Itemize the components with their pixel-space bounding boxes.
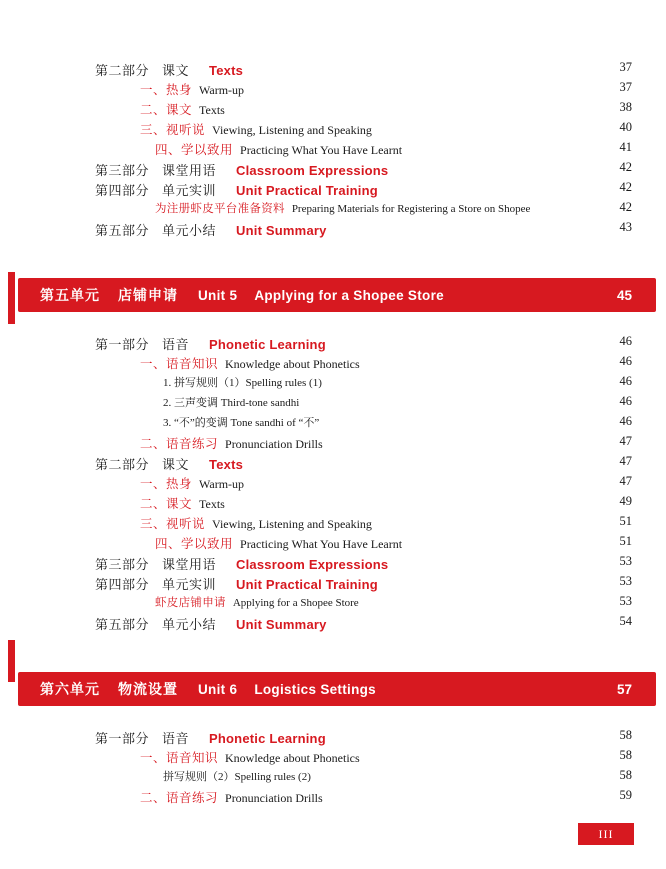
toc-item-cn: 二、语音练习 <box>140 437 219 451</box>
toc-page-number: 53 <box>619 574 632 588</box>
toc-item-en: Texts <box>199 497 225 511</box>
toc-row[interactable] <box>0 574 666 594</box>
toc-part-label: 第二部分 <box>95 63 150 78</box>
page-folio <box>578 823 634 845</box>
toc-item-en: Phonetic Learning <box>209 731 326 746</box>
toc-row[interactable] <box>0 768 666 788</box>
toc-page-number: 47 <box>619 454 632 468</box>
unit-banner-unit-cn: 第六单元 <box>40 681 100 697</box>
toc-item-cn: 课文 <box>162 457 190 472</box>
toc-item-cn: 单元小结 <box>162 617 217 632</box>
toc-row[interactable] <box>0 554 666 574</box>
toc-item-en: 2. 三声变调 Third-tone sandhi <box>163 397 300 409</box>
toc-item-en: Viewing, Listening and Speaking <box>212 123 372 137</box>
toc-page-number: 47 <box>619 434 632 448</box>
toc-item-en: Practicing What You Have Learnt <box>240 537 403 551</box>
toc-item-en: Viewing, Listening and Speaking <box>212 517 372 531</box>
toc-page-number: 53 <box>619 554 632 568</box>
toc-page-number: 46 <box>619 374 632 388</box>
toc-row[interactable] <box>0 160 666 180</box>
toc-part-label: 第四部分 <box>95 577 150 592</box>
toc-item-cn: 课堂用语 <box>162 163 217 178</box>
toc-item-cn: 单元实训 <box>162 577 217 592</box>
toc-row[interactable] <box>0 788 666 808</box>
toc-part-label: 第一部分 <box>95 731 150 746</box>
toc-item-en: Phonetic Learning <box>209 337 326 352</box>
toc-item-cn: 四、学以致用 <box>155 537 234 551</box>
toc-section-unit6 <box>0 728 666 808</box>
toc-row[interactable] <box>0 120 666 140</box>
toc-row[interactable] <box>0 334 666 354</box>
toc-part-label: 第四部分 <box>95 183 150 198</box>
toc-part-label: 第二部分 <box>95 457 150 472</box>
toc-part-label: 第三部分 <box>95 163 150 178</box>
toc-row[interactable] <box>0 220 666 240</box>
toc-row[interactable] <box>0 394 666 414</box>
toc-part-label: 第五部分 <box>95 223 150 238</box>
toc-page-number: 46 <box>619 334 632 348</box>
toc-item-cn: 单元实训 <box>162 183 217 198</box>
toc-item-cn: 一、语音知识 <box>140 357 219 371</box>
toc-item-en: 1. 拼写规则（1）Spelling rules (1) <box>163 377 322 389</box>
toc-row[interactable] <box>0 80 666 100</box>
toc-page-number: 42 <box>619 160 632 174</box>
toc-page-number: 43 <box>619 220 632 234</box>
toc-row[interactable] <box>0 200 666 220</box>
toc-row[interactable] <box>0 180 666 200</box>
toc-item-cn: 语音 <box>162 337 190 352</box>
toc-row[interactable] <box>0 474 666 494</box>
toc-item-cn: 二、课文 <box>140 103 193 117</box>
toc-page-number: 40 <box>619 120 632 134</box>
toc-row[interactable] <box>0 100 666 120</box>
toc-item-cn: 一、热身 <box>140 477 193 491</box>
toc-page-number: 58 <box>619 728 632 742</box>
toc-row[interactable] <box>0 728 666 748</box>
toc-part-label: 第五部分 <box>95 617 150 632</box>
toc-item-en: Pronunciation Drills <box>225 437 323 451</box>
page-folio-text: III <box>598 826 614 841</box>
toc-row[interactable] <box>0 434 666 454</box>
toc-row[interactable] <box>0 614 666 634</box>
toc-row[interactable] <box>0 594 666 614</box>
toc-row[interactable] <box>0 534 666 554</box>
unit-banner-unit-en: Unit 5 <box>198 287 238 303</box>
toc-item-en: 3. “不”的变调 Tone sandhi of “不” <box>163 417 320 429</box>
toc-page-number: 49 <box>619 494 632 508</box>
toc-item-cn: 为注册虾皮平台准备资料 <box>155 203 285 215</box>
toc-item-en: Warm-up <box>199 83 245 97</box>
toc-page-number: 51 <box>619 534 632 548</box>
toc-item-en: Texts <box>209 63 244 78</box>
unit-banner-title-en: Applying for a Shopee Store <box>254 287 444 303</box>
toc-item-cn: 三、视听说 <box>140 123 206 137</box>
toc-item-en: Knowledge about Phonetics <box>225 751 360 765</box>
toc-page-number: 42 <box>619 180 632 194</box>
toc-item-cn: 单元小结 <box>162 223 217 238</box>
toc-part-label: 第一部分 <box>95 337 150 352</box>
toc-item-en: Unit Summary <box>236 617 327 632</box>
toc-item-en: Pronunciation Drills <box>225 791 323 805</box>
toc-item-en: Unit Summary <box>236 223 327 238</box>
toc-section-unit5 <box>0 334 666 634</box>
toc-item-en: Knowledge about Phonetics <box>225 357 360 371</box>
unit-banner-unit-cn: 第五单元 <box>40 287 100 303</box>
toc-page-number: 41 <box>619 140 632 154</box>
unit-banner-page-number: 45 <box>616 287 632 303</box>
toc-section-unit4-tail <box>0 60 666 240</box>
toc-page-number: 53 <box>619 594 632 608</box>
toc-page-number: 54 <box>619 614 632 628</box>
toc-page-number: 58 <box>619 768 632 782</box>
toc-page-number: 47 <box>619 474 632 488</box>
toc-item-cn: 四、学以致用 <box>155 143 234 157</box>
toc-item-cn: 虾皮店铺申请 <box>155 597 226 609</box>
toc-item-cn: 二、课文 <box>140 497 193 511</box>
toc-row[interactable] <box>0 354 666 374</box>
toc-item-cn: 课堂用语 <box>162 557 217 572</box>
toc-item-en: Practicing What You Have Learnt <box>240 143 403 157</box>
toc-row[interactable] <box>0 414 666 434</box>
toc-item-cn: 语音 <box>162 731 190 746</box>
toc-item-en: Texts <box>199 103 225 117</box>
toc-item-en: 拼写规则（2）Spelling rules (2) <box>163 771 311 783</box>
toc-page-number: 37 <box>619 80 632 94</box>
toc-item-en: Applying for a Shopee Store <box>232 597 359 609</box>
toc-item-en: Classroom Expressions <box>236 557 389 572</box>
toc-row[interactable] <box>0 60 666 80</box>
toc-item-en: Texts <box>209 457 244 472</box>
toc-row[interactable] <box>0 140 666 160</box>
unit-banner-6[interactable] <box>18 672 656 706</box>
toc-item-en: Classroom Expressions <box>236 163 389 178</box>
toc-item-cn: 一、语音知识 <box>140 751 219 765</box>
toc-page-number: 51 <box>619 514 632 528</box>
toc-container <box>0 60 666 808</box>
toc-item-cn: 课文 <box>162 63 190 78</box>
unit-banner-unit-en: Unit 6 <box>198 681 238 697</box>
toc-part-label: 第三部分 <box>95 557 150 572</box>
toc-item-en: Warm-up <box>199 477 245 491</box>
unit-banner-5[interactable] <box>18 278 656 312</box>
toc-page-number: 42 <box>619 200 632 214</box>
toc-page-number: 46 <box>619 394 632 408</box>
toc-item-cn: 一、热身 <box>140 83 193 97</box>
toc-page-number: 38 <box>619 100 632 114</box>
unit-banner-page-number: 57 <box>616 681 632 697</box>
toc-page-number: 58 <box>619 748 632 762</box>
unit-banner-title-cn: 店铺申请 <box>118 287 178 303</box>
toc-row[interactable] <box>0 514 666 534</box>
toc-page-number: 46 <box>619 414 632 428</box>
toc-row[interactable] <box>0 494 666 514</box>
toc-row[interactable] <box>0 454 666 474</box>
unit-banner-title-en: Logistics Settings <box>254 681 376 697</box>
toc-row[interactable] <box>0 374 666 394</box>
toc-page-number: 46 <box>619 354 632 368</box>
toc-item-en: Unit Practical Training <box>236 577 378 592</box>
toc-page-number: 37 <box>619 60 632 74</box>
toc-item-cn: 二、语音练习 <box>140 791 219 805</box>
toc-page-number: 59 <box>619 788 632 802</box>
toc-item-en: Preparing Materials for Registering a Store on Shopee <box>291 203 531 215</box>
toc-item-en: Unit Practical Training <box>236 183 378 198</box>
unit-banner-title-cn: 物流设置 <box>118 681 178 697</box>
toc-row[interactable] <box>0 748 666 768</box>
toc-item-cn: 三、视听说 <box>140 517 206 531</box>
